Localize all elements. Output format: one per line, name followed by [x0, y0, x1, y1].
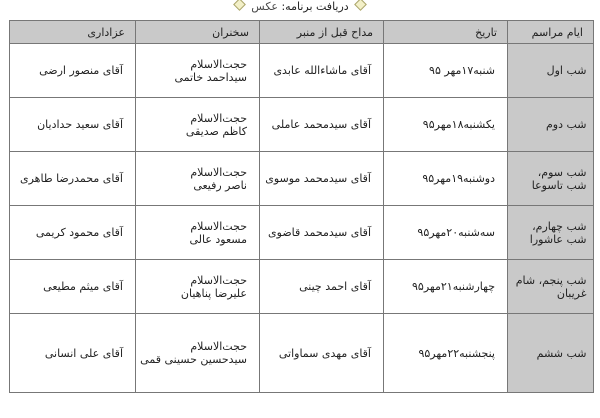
speaker-title: حجت‌الاسلام	[190, 111, 247, 125]
diamond-icon	[233, 0, 246, 11]
speaker-title: حجت‌الاسلام	[190, 165, 247, 179]
date-cell: پنجشنبه۲۲مهر۹۵	[384, 314, 508, 393]
night-cell: شب دوم	[508, 98, 594, 152]
table-row	[10, 98, 594, 152]
night-cell: شب چهارم، شب عاشورا	[508, 206, 594, 260]
date-cell: شنبه۱۷مهر ۹۵	[384, 44, 508, 98]
mourning-cell: آقای سعید حدادیان	[10, 98, 136, 152]
speaker-title: حجت‌الاسلام	[190, 219, 247, 233]
date-cell: یکشنبه۱۸مهر۹۵	[384, 98, 508, 152]
mourning-cell: آقای منصور ارضی	[10, 44, 136, 98]
speaker-cell	[136, 98, 260, 152]
eulogist-cell: آقای احمد چینی	[260, 260, 384, 314]
download-label: دریافت برنامه:	[281, 0, 349, 13]
mourning-cell: آقای علی انسانی	[10, 314, 136, 393]
header-mourning: عزاداری	[10, 21, 136, 44]
header-speaker: سخنران	[136, 21, 260, 44]
table-row	[10, 152, 594, 206]
speaker-cell	[136, 260, 260, 314]
eulogist-cell: آقای سیدمحمد موسوی	[260, 152, 384, 206]
speaker-title: حجت‌الاسلام	[190, 57, 247, 71]
speaker-name: سیدحسین حسینی قمی	[140, 353, 247, 366]
speaker-name: مسعود عالی	[189, 232, 247, 246]
night-cell: شب سوم، شب تاسوعا	[508, 152, 594, 206]
speaker-name: کاظم صدیقی	[185, 124, 247, 138]
speaker-name: سیداحمد خاتمی	[174, 70, 247, 84]
date-cell: سه‌شنبه۲۰مهر۹۵	[384, 206, 508, 260]
mourning-cell: آقای محمدرضا طاهری	[10, 152, 136, 206]
eulogist-cell: آقای مهدی سماواتی	[260, 314, 384, 393]
table-row	[10, 314, 594, 393]
date-cell: دوشنبه۱۹مهر۹۵	[384, 152, 508, 206]
header-nights: ایام مراسم	[508, 21, 594, 44]
speaker-name: ناصر رفیعی	[193, 178, 247, 192]
eulogist-cell: آقای ماشاءالله عابدی	[260, 44, 384, 98]
photo-link[interactable]: عکس	[251, 0, 278, 13]
program-schedule-table	[9, 20, 594, 393]
speaker-cell	[136, 152, 260, 206]
speaker-cell	[136, 314, 260, 393]
night-cell: شب پنجم، شام غریبان	[508, 260, 594, 314]
speaker-title: حجت‌الاسلام	[190, 340, 247, 353]
mourning-cell: آقای میثم مطیعی	[10, 260, 136, 314]
download-bar	[0, 0, 600, 16]
diamond-icon	[354, 0, 367, 11]
mourning-cell: آقای محمود کریمی	[10, 206, 136, 260]
header-eulogist: مداح قبل از منبر	[260, 21, 384, 44]
speaker-name: علیرضا پناهیان	[180, 286, 247, 300]
table-row	[10, 206, 594, 260]
speaker-cell	[136, 206, 260, 260]
eulogist-cell: آقای سیدمحمد قاضوی	[260, 206, 384, 260]
table-row	[10, 260, 594, 314]
header-date: تاریخ	[384, 21, 508, 44]
night-cell: شب ششم	[508, 314, 594, 393]
speaker-title: حجت‌الاسلام	[190, 273, 247, 287]
eulogist-cell: آقای سیدمحمد عاملی	[260, 98, 384, 152]
table-header-row	[10, 21, 594, 44]
speaker-cell	[136, 44, 260, 98]
table-row	[10, 44, 594, 98]
night-cell: شب اول	[508, 44, 594, 98]
date-cell: چهارشنبه۲۱مهر۹۵	[384, 260, 508, 314]
